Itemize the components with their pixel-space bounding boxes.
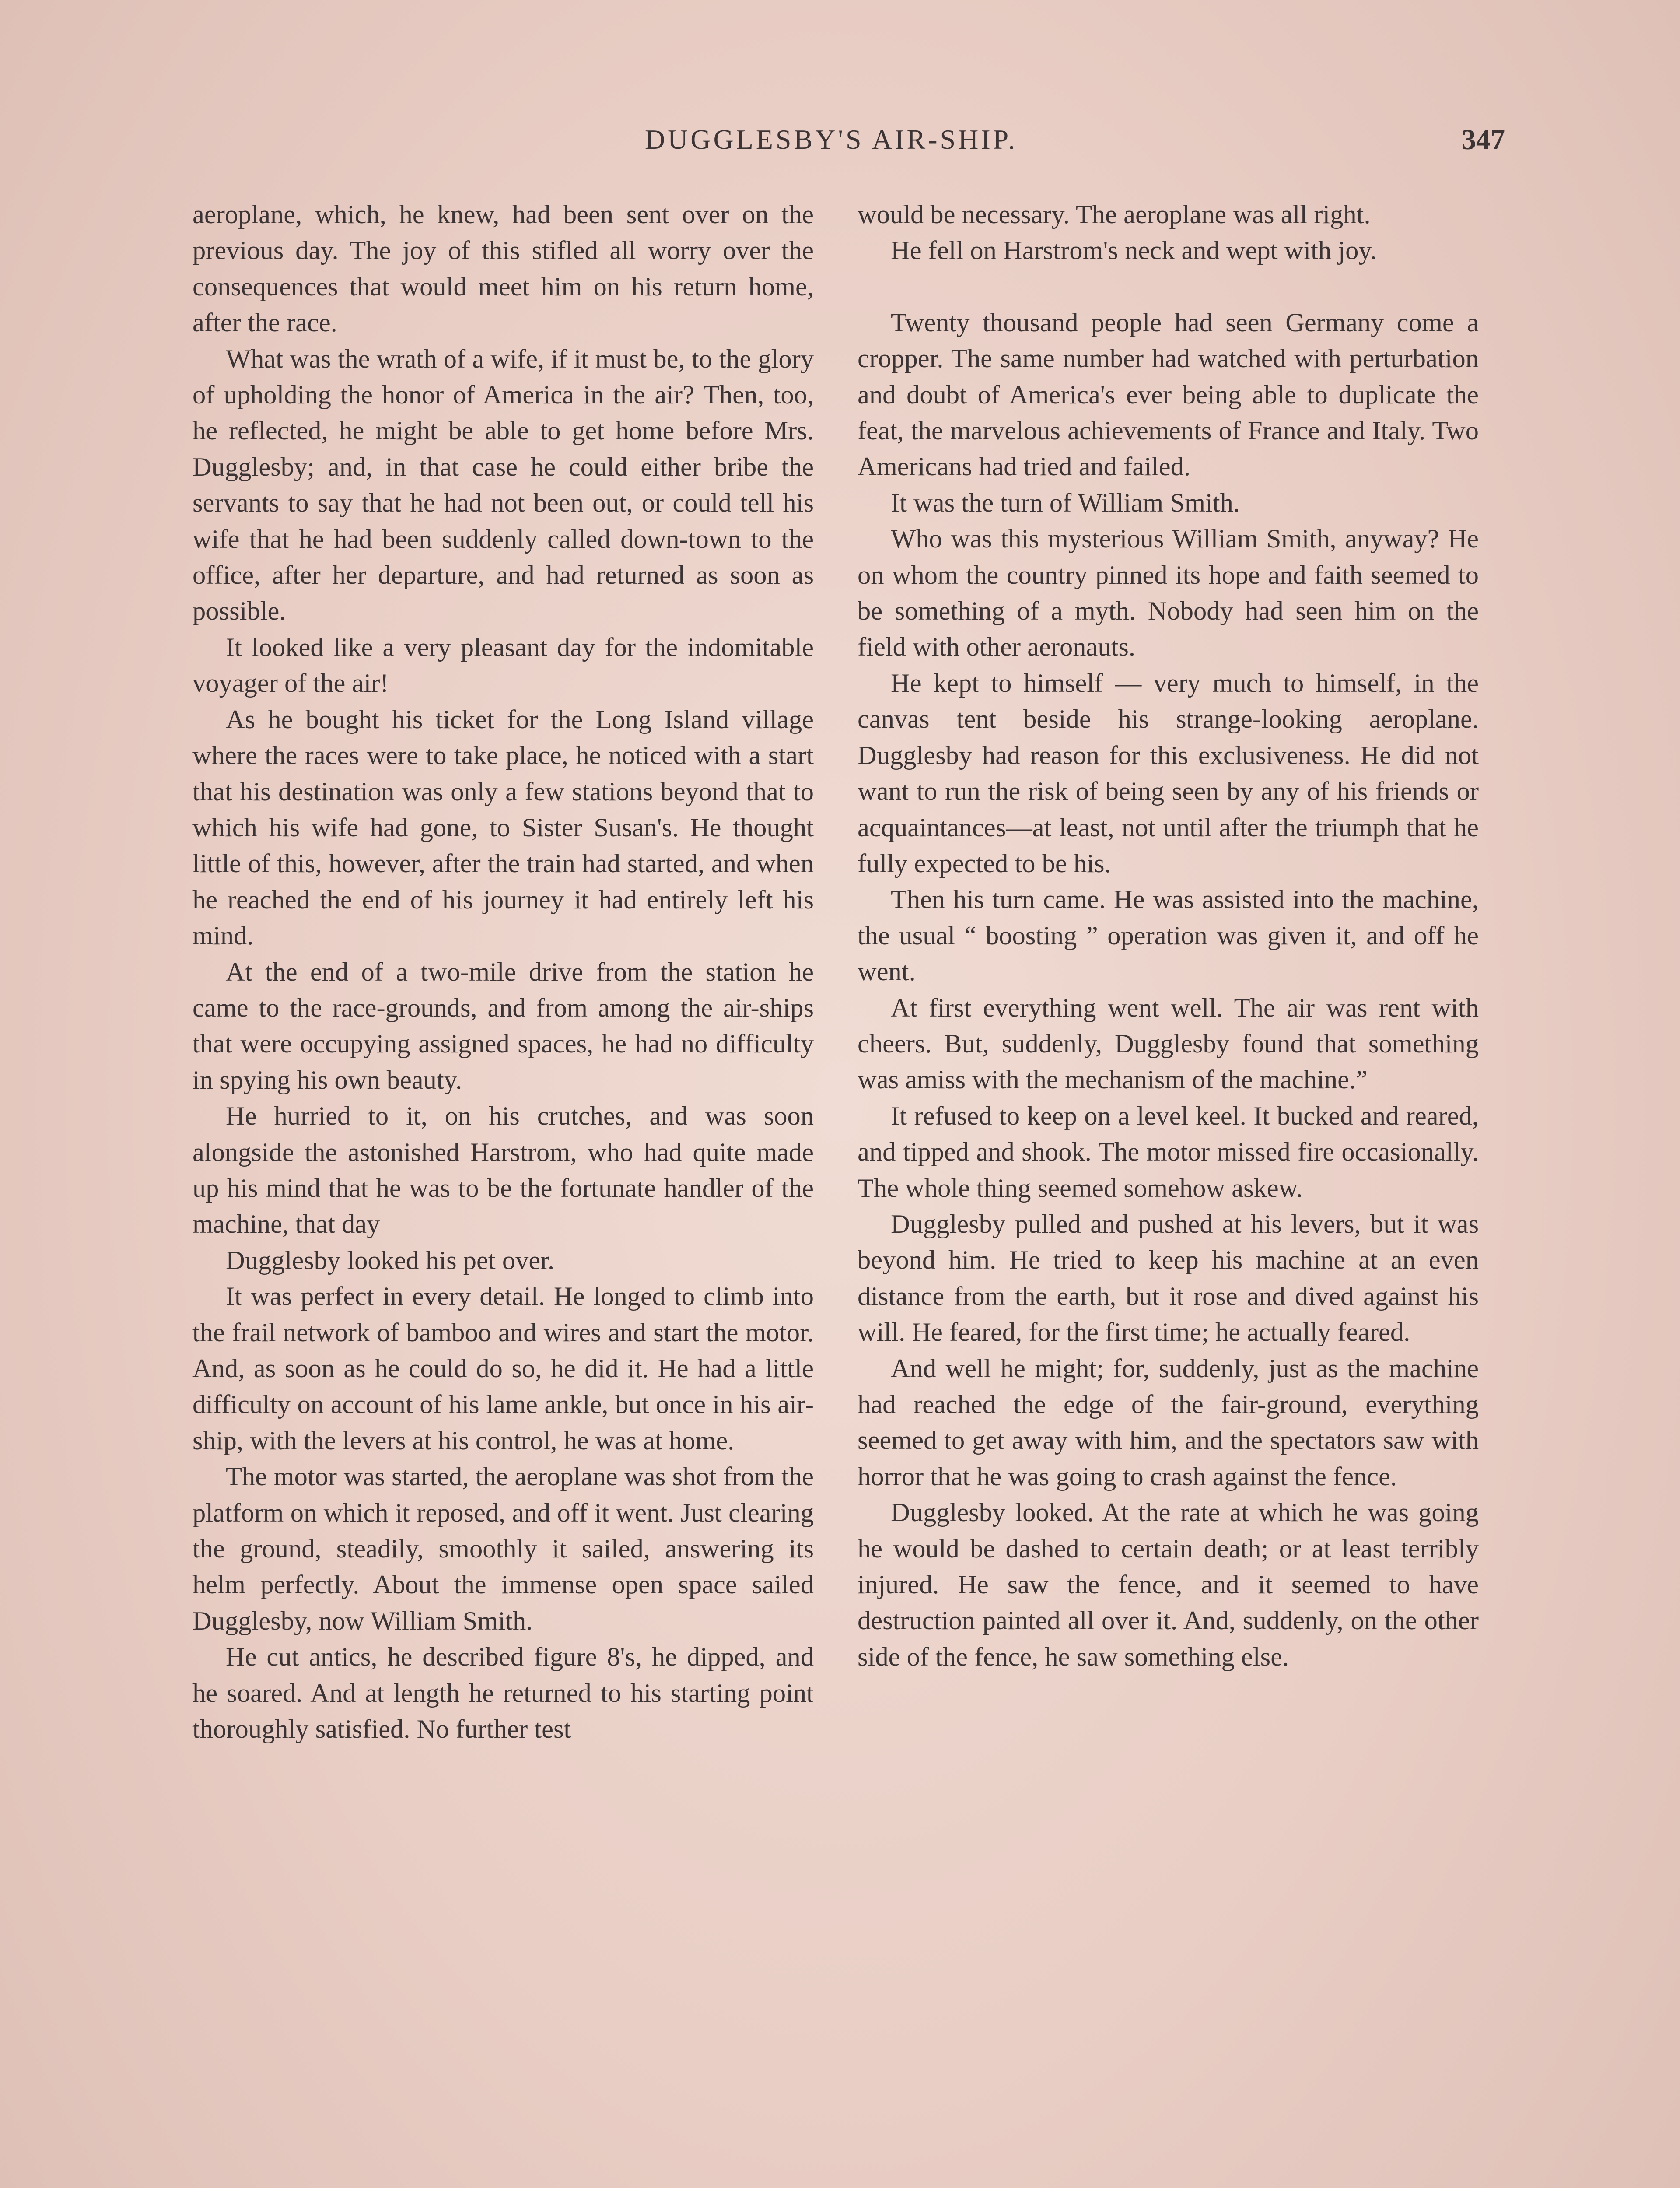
right-column — [858, 197, 1479, 1675]
paragraph: What was the wrath of a wife, if it must be, to the glory of upholding the honor of America in the air? Then, too, he reflected, he might be able to get home before Mrs. Dugglesby; and, in that case he could either bribe the servants to say that he had not been out, or could tell his wife that he had been suddenly called down-town to the office, after her departure, and had returned as soon as possible. — [192, 344, 814, 626]
page-header — [184, 123, 1505, 163]
paragraph: Dugglesby looked his pet over. — [226, 1245, 555, 1275]
paragraph: As he bought his ticket for the Long Island village where the races were to take place, he noticed with a start that his destination was only a few stations beyond that to which his wife had gone, to Sister Susan's. He thought little of this, however, after the train had started, and when he reached the end of his journey it had entirely left his mind. — [192, 705, 814, 951]
paragraph: It looked like a very pleasant day for the indomitable voyager of the air! — [192, 632, 814, 698]
paragraph: And well he might; for, suddenly, just as the machine had reached the edge of the fair-ground, everything seemed to get away with him, and the spectators saw with horror that he was going to crash against the fence. — [858, 1353, 1479, 1491]
paragraph: He cut antics, he described figure 8's, he dipped, and he soared. And at length he returned to his starting point thoroughly satisfied. No further test — [192, 1642, 814, 1744]
left-column — [192, 197, 814, 1747]
paragraph: The motor was started, the aeroplane was shot from the platform on which it reposed, and off it went. Just clearing the ground, steadily, smoothly it sailed, answering its helm perfectly. About the immense open space sailed Dugglesby, now William Smith. — [192, 1462, 814, 1636]
section-break — [858, 269, 1479, 305]
page-number: 347 — [1462, 124, 1505, 156]
paragraph: At first everything went well. The air was rent with cheers. But, suddenly, Dugglesby found that something was amiss with the mechanism of the machine.” — [858, 993, 1479, 1095]
paragraph: It refused to keep on a level keel. It bucked and reared, and tipped and shook. The motor missed fire occasionally. The whole thing seemed somehow askew. — [858, 1101, 1479, 1203]
paragraph: He fell on Harstrom's neck and wept with joy. — [891, 236, 1377, 266]
paragraph: Who was this mysterious William Smith, anyway? He on whom the country pinned its hope and faith seemed to be something of a myth. Nobody had seen him on the field with other aeronauts. — [858, 524, 1479, 662]
paragraph: He kept to himself — very much to himself, in the canvas tent beside his strange-looking aeroplane. Dugglesby had reason for this exclusiveness. He did not want to run the risk of being seen by any of his friends or acquaintances—at least, not until after the triumph that he fully expected to be his. — [858, 668, 1479, 878]
paragraph: Twenty thousand people had seen Germany come a cropper. The same number had watched with perturbation and doubt of America's ever being able to duplicate the feat, the marvelous achievements of France and Italy. Two Americans had tried and failed. — [858, 308, 1479, 482]
paragraph: would be necessary. The aeroplane was all right. — [858, 200, 1371, 229]
paragraph: He hurried to it, on his crutches, and was soon alongside the astonished Harstrom, who had quite made up his mind that he was to be the fortunate handler of the machine, that day — [192, 1101, 814, 1239]
paragraph: Then his turn came. He was assisted into the machine, the usual “ boosting ” operation was given it, and off he went. — [858, 885, 1479, 987]
paragraph: At the end of a two-mile drive from the station he came to the race-grounds, and from among the air-ships that were occupying assigned spaces, he had no difficulty in spying his own beauty. — [192, 957, 814, 1095]
paragraph: It was the turn of William Smith. — [891, 488, 1240, 518]
paragraph: aeroplane, which, he knew, had been sent over on the previous day. The joy of this stifled all worry over the consequences that would meet him on his return home, after the race. — [192, 200, 814, 338]
paragraph: Dugglesby looked. At the rate at which he was going he would be dashed to certain death; or at least terribly injured. He saw the fence, and it seemed to have destruction painted all over it. And, suddenly, on the other side of the fence, he saw something else. — [858, 1498, 1479, 1672]
running-title: DUGGLESBY'S AIR-SHIP. — [644, 124, 1018, 155]
paragraph: Dugglesby pulled and pushed at his levers, but it was beyond him. He tried to keep his machine at an even distance from the earth, but it rose and dived against his will. He feared, for the first time; he actually feared. — [858, 1209, 1479, 1347]
paragraph: It was perfect in every detail. He longed to climb into the frail network of bamboo and wires and start the motor. And, as soon as he could do so, he did it. He had a little difficulty on account of his lame ankle, but once in his air-ship, with the levers at his control, he was at home. — [192, 1282, 814, 1455]
